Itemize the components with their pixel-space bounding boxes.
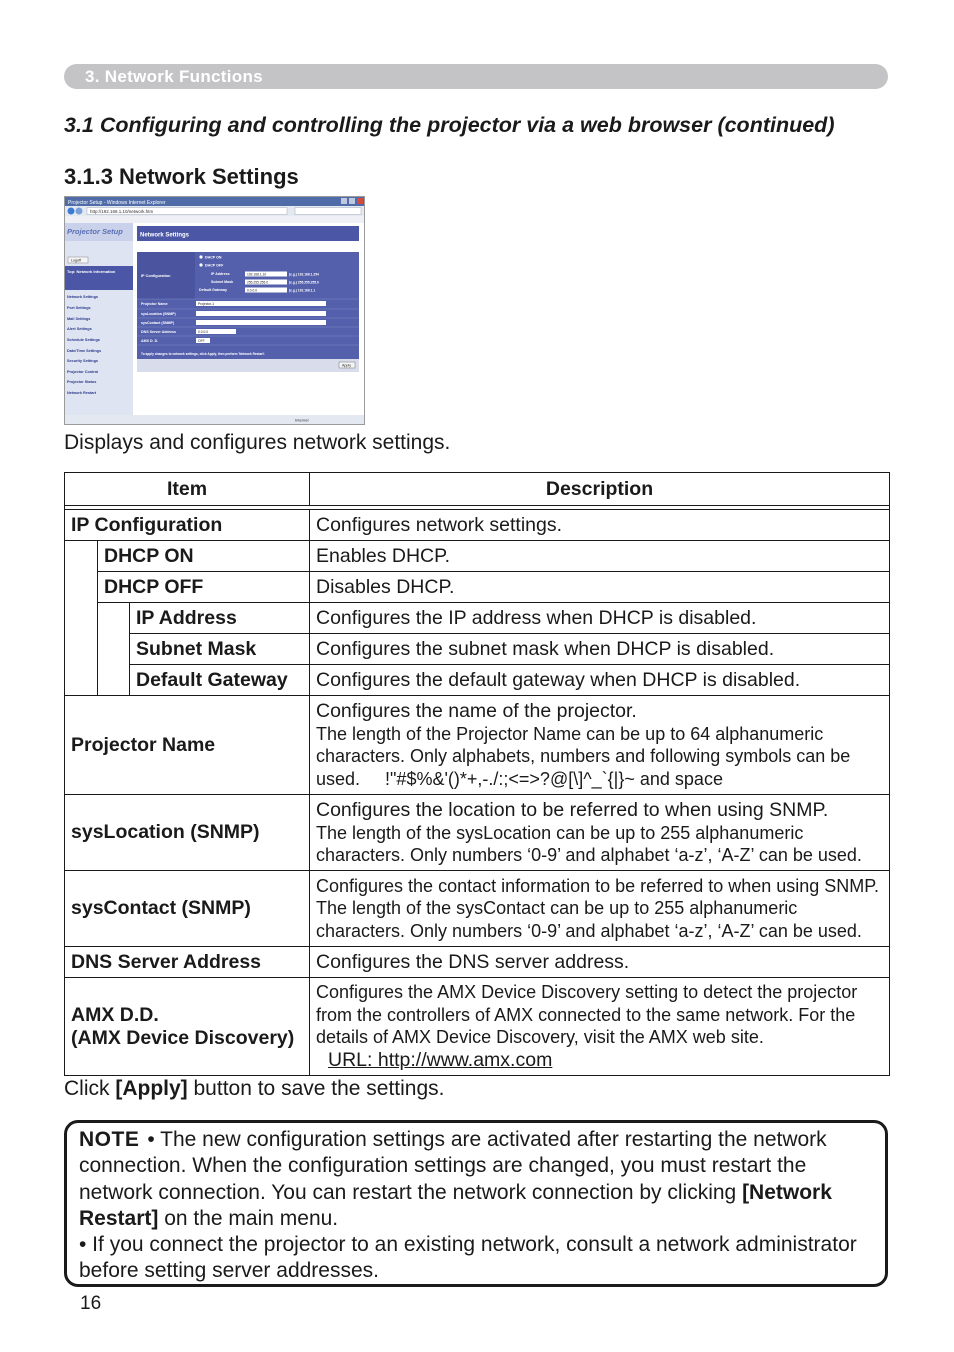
sidebar-item-port-settings: Port Settings (67, 306, 91, 310)
item-syslocation: sysLocation (SNMP) (65, 795, 310, 871)
syslocation-detail-2: characters. Only numbers ‘0-9’ and alphabet ‘a-z’, ‘A-Z’ can be used. (316, 845, 862, 865)
page-number: 16 (80, 1293, 102, 1314)
sidebar-item-projector-control: Projector Control (67, 370, 99, 374)
window-title: Projector Setup - Windows Internet Explorer (68, 200, 166, 206)
item-ip-configuration: IP Configuration (65, 510, 310, 541)
amx-detail-1: Configures the AMX Device Discovery setting to detect the projector (316, 982, 858, 1003)
table-header-row (65, 473, 890, 506)
projector-name-detail-1: The length of the Projector Name can be up to 64 alphanumeric (316, 723, 824, 744)
table-row (65, 947, 890, 978)
desc-projector-name (310, 696, 890, 795)
table-row (65, 634, 890, 665)
indent-cell (65, 541, 98, 696)
ip-address-value: 192.168.1.10 (247, 272, 267, 277)
syslocation-summary: Configures the location to be referred to when using SNMP. (316, 798, 829, 821)
syslocation-label: sysLocation (SNMP) (141, 312, 176, 316)
syscontact-detail-0: Configures the contact information to be referred to when using SNMP. (316, 875, 879, 896)
desc-syscontact (310, 871, 890, 947)
close-icon (357, 198, 363, 204)
amx-detail-3: details of AMX Device Discovery, visit the AMX web site. (316, 1027, 764, 1048)
back-icon (68, 208, 75, 215)
brand-name: Projector Setup (67, 227, 123, 236)
desc-dhcp-on: Enables DHCP. (310, 541, 890, 572)
gateway-value: 0.0.0.0 (247, 288, 258, 293)
network-settings-screenshot (64, 196, 365, 425)
panel-title: Network Settings (140, 232, 190, 239)
dhcp-on-label: DHCP ON (205, 255, 222, 260)
sidebar-item-schedule-settings: Schedule Settings (67, 338, 100, 342)
note-para-2: • If you connect the projector to an existing network, consult a network administrator before setting server addresses. (79, 1233, 857, 1283)
desc-dns-server: Configures the DNS server address. (310, 947, 890, 978)
dhcp-off-label: DHCP OFF (205, 263, 224, 268)
table-row (65, 978, 890, 1076)
minimize-icon (341, 198, 347, 204)
table-row (65, 871, 890, 947)
amx-detail-2: from the controllers of AMX connected to the same network. For the (316, 1004, 856, 1025)
screenshot-drawing (65, 197, 364, 424)
item-dhcp-on: DHCP ON (98, 541, 310, 572)
item-default-gateway: Default Gateway (130, 665, 310, 696)
gateway-label: Default Gateway (199, 288, 227, 292)
status-bar (65, 415, 364, 424)
desc-subnet-mask: Configures the subnet mask when DHCP is disabled. (310, 634, 890, 665)
syscontact-detail-1: The length of the sysContact can be up to 255 alphanumeric (316, 898, 798, 919)
projector-name-detail-3: used. !"#$%&'()*+,-./:;<=>?@[\]^_`{|}~ and space (316, 768, 723, 789)
desc-syslocation (310, 795, 890, 871)
table-row (65, 696, 890, 795)
apply-text-before: Click (64, 1077, 116, 1100)
gateway-example: (e.g.) 192.168.1.1 (289, 288, 316, 293)
note-label: NOTE (79, 1128, 140, 1151)
table-row (65, 603, 890, 634)
amx-value: OFF (198, 339, 205, 343)
table-row (65, 665, 890, 696)
address-url: http://192.168.1.10/network.htm (90, 209, 154, 214)
sidebar-item-mail-settings: Mail Settings (67, 317, 91, 321)
ip-config-label: IP Configuration (141, 274, 171, 278)
desc-default-gateway: Configures the default gateway when DHCP is disabled. (310, 665, 890, 696)
syscontact-field (196, 320, 326, 325)
apply-text-after: button to save the settings. (187, 1077, 445, 1100)
dns-label: DNS Server Address (141, 330, 177, 334)
status-zone: Internet (295, 417, 309, 423)
syscontact-label: sysContact (SNMP) (141, 321, 175, 325)
table-row (65, 510, 890, 541)
note-network-restart-ref: [Network Restart] (79, 1180, 832, 1230)
syslocation-detail-1: The length of the sysLocation can be up to 255 alphanumeric (316, 822, 804, 843)
apply-button-label: Apply (342, 363, 351, 368)
syscontact-detail-2: characters. Only numbers ‘0-9’ and alphabet ‘a-z’, ‘A-Z’ can be used. (316, 920, 862, 941)
desc-ip-address: Configures the IP address when DHCP is disabled. (310, 603, 890, 634)
table-row (65, 795, 890, 871)
amx-url-link[interactable]: URL: http://www.amx.com (328, 1048, 553, 1071)
amx-label: AMX D. D. (141, 339, 159, 343)
indent-cell (98, 603, 130, 696)
section-title: 3.1 Configuring and controlling the projector via a web browser (continued) (64, 113, 835, 137)
sidebar-item-network-settings: Network Settings (67, 295, 99, 299)
tab-strip (65, 216, 364, 223)
item-projector-name: Projector Name (65, 696, 310, 795)
logoff-label: Logoff (71, 258, 81, 263)
apply-button-ref: [Apply] (115, 1077, 188, 1100)
subnet-mask-example: (e.g.) 255.255.255.0 (289, 280, 319, 285)
note-box (64, 1120, 888, 1287)
table-row (65, 572, 890, 603)
projector-name-label: Projector Name (141, 302, 168, 306)
sidebar-item-security-settings: Security Settings (67, 359, 99, 363)
item-subnet-mask: Subnet Mask (130, 634, 310, 665)
sidebar-item-network-restart: Network Restart (67, 391, 97, 395)
dhcp-off-radio (199, 263, 202, 266)
projector-name-field (196, 301, 326, 306)
item-dns-server: DNS Server Address (65, 947, 310, 978)
projector-name-detail-2: characters. Only alphabets, numbers and following symbols can be (316, 746, 851, 767)
intro-text: Displays and configures network settings. (64, 431, 451, 454)
maximize-icon (349, 198, 355, 204)
apply-instruction (64, 1077, 445, 1101)
subnet-mask-value: 255.255.255.0 (247, 280, 269, 285)
amx-item-line-2: (AMX Device Discovery) (71, 1026, 295, 1049)
sidebar-item-alert-settings: Alert Settings (67, 327, 92, 331)
desc-ip-configuration: Configures network settings. (310, 510, 890, 541)
syslocation-field (196, 311, 326, 316)
note-text (79, 1127, 885, 1285)
forward-icon (76, 208, 83, 215)
sidebar-item-projector-status: Projector Status (67, 380, 97, 384)
settings-description-table (64, 472, 890, 1076)
ip-address-example: (e.g.) 192.168.1.254 (289, 272, 319, 277)
header-item: Item (65, 473, 310, 506)
amx-item-line-1: AMX D.D. (71, 1003, 159, 1026)
subnet-mask-label: Subnet Mask (211, 280, 234, 284)
chapter-title: 3. Network Functions (85, 67, 263, 86)
sidebar-item-date-time-settings: Date/Time Settings (67, 349, 102, 353)
desc-amx (310, 978, 890, 1076)
apply-bar (137, 359, 359, 372)
item-amx (65, 978, 310, 1076)
note-para-1a: • The new configuration settings are activated after restarting the network connection. When the configuration settings are changed, you must restart the network connection. You can restart the network connection by clicking (79, 1128, 827, 1204)
desc-dhcp-off: Disables DHCP. (310, 572, 890, 603)
item-dhcp-off: DHCP OFF (98, 572, 310, 603)
ip-address-label: IP Address (211, 272, 230, 276)
chapter-header-bar (64, 64, 888, 89)
header-description: Description (310, 473, 890, 506)
search-box (295, 208, 361, 215)
projector-name-summary: Configures the name of the projector. (316, 699, 637, 722)
panel-hint: To apply changes to network settings, click Apply, then perform 'Network Restart'. (141, 352, 266, 356)
table-row (65, 541, 890, 572)
sidebar-item-top: Top: Network Information (67, 269, 116, 274)
item-ip-address: IP Address (130, 603, 310, 634)
sub-section-title: 3.1.3 Network Settings (64, 164, 299, 189)
dhcp-on-radio (199, 255, 202, 258)
note-para-1b: on the main menu. (158, 1206, 339, 1230)
projector-name-value: Projector-1 (198, 302, 215, 306)
item-syscontact: sysContact (SNMP) (65, 871, 310, 947)
dns-value: 0.0.0.0 (198, 330, 209, 334)
